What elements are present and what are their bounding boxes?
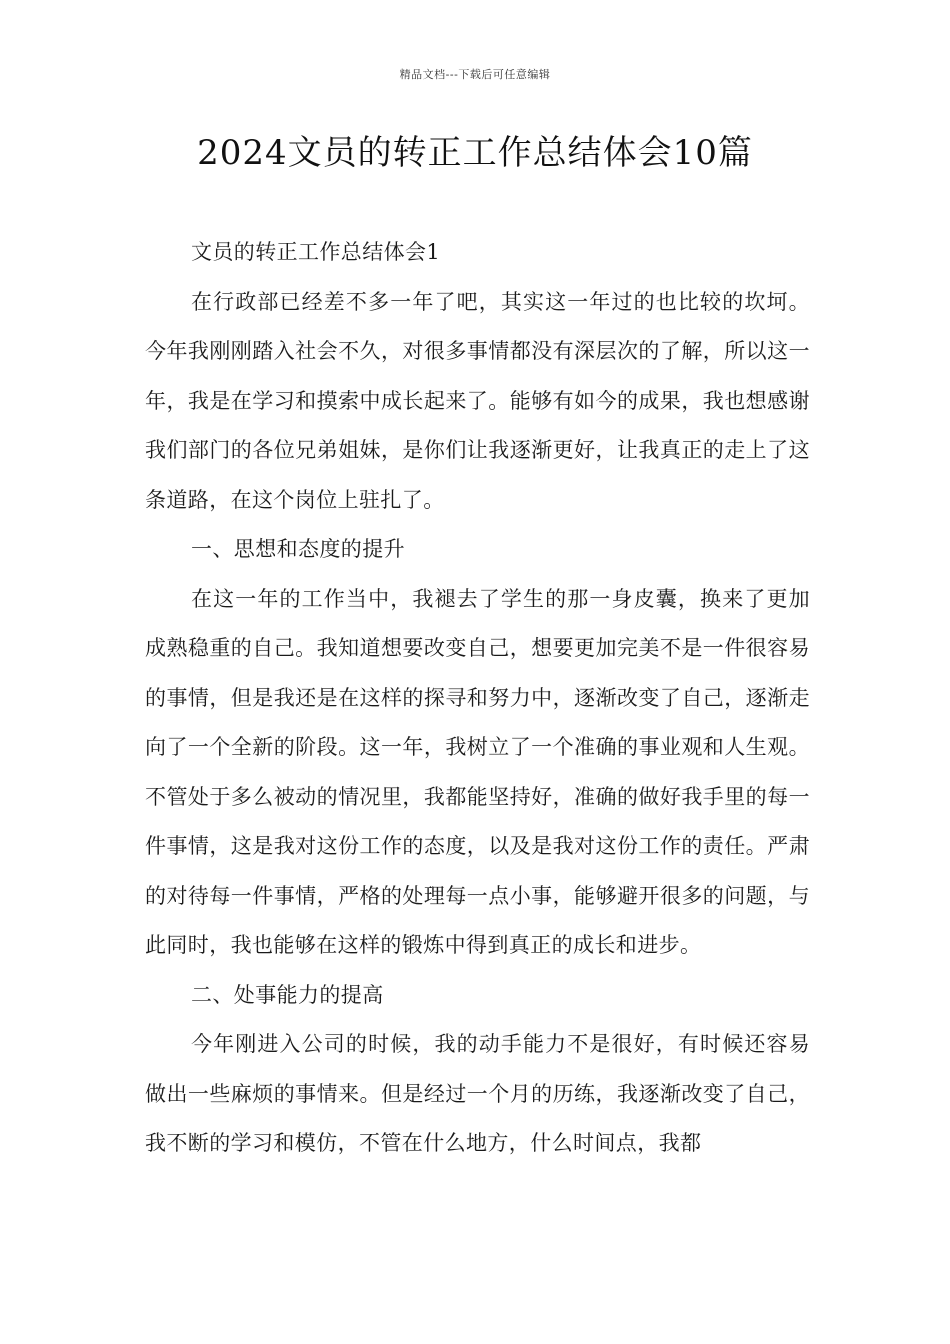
document-title: 2024文员的转正工作总结体会10篇 [197,133,753,173]
paragraph-handling-ability: 今年刚进入公司的时候，我的动手能力不是很好，有时候还容易做出一些麻烦的事情来。但是经过一个月的历练，我逐渐改变了自己，我不断的学习和模仿，不管在什么地方，什么时间点，我都 [145,1032,810,1155]
section-heading-1: 文员的转正工作总结体会1 [191,240,441,264]
paragraph-thinking-attitude: 在这一年的工作当中，我褪去了学生的那一身皮囊，换来了更加成熟稳重的自己。我知道想要改变自己，想要更加完美不是一件很容易的事情，但是我还是在这样的探寻和努力中，逐渐改变了自己，逐渐走向了一个全新的阶段。这一年，我树立了一个准确的事业观和人生观。不管处于多么被动的情况里，我都能坚持好，准确的做好我手里的每一件事情，这是我对这份工作的态度，以及是我对这份工作的责任。严肃的对待每一件事情，严格的处理每一点小事，能够避开很多的问题，与此同时，我也能够在这样的锻炼中得到真正的成长和进步。 [145,586,810,957]
document-body [145,228,810,1169]
subheading-thinking-attitude: 一、思想和态度的提升 [191,537,405,561]
paragraph-intro: 在行政部已经差不多一年了吧，其实这一年过的也比较的坎坷。今年我刚刚踏入社会不久，对很多事情都没有深层次的了解，所以这一年，我是在学习和摸索中成长起来了。能够有如今的成果，我也想感谢我们部门的各位兄弟姐妹，是你们让我逐渐更好，让我真正的走上了这条道路，在这个岗位上驻扎了。 [145,289,810,512]
subheading-handling-ability: 二、处事能力的提高 [191,982,384,1007]
page-header-watermark: 精品文档---下载后可任意编辑 [399,68,551,81]
